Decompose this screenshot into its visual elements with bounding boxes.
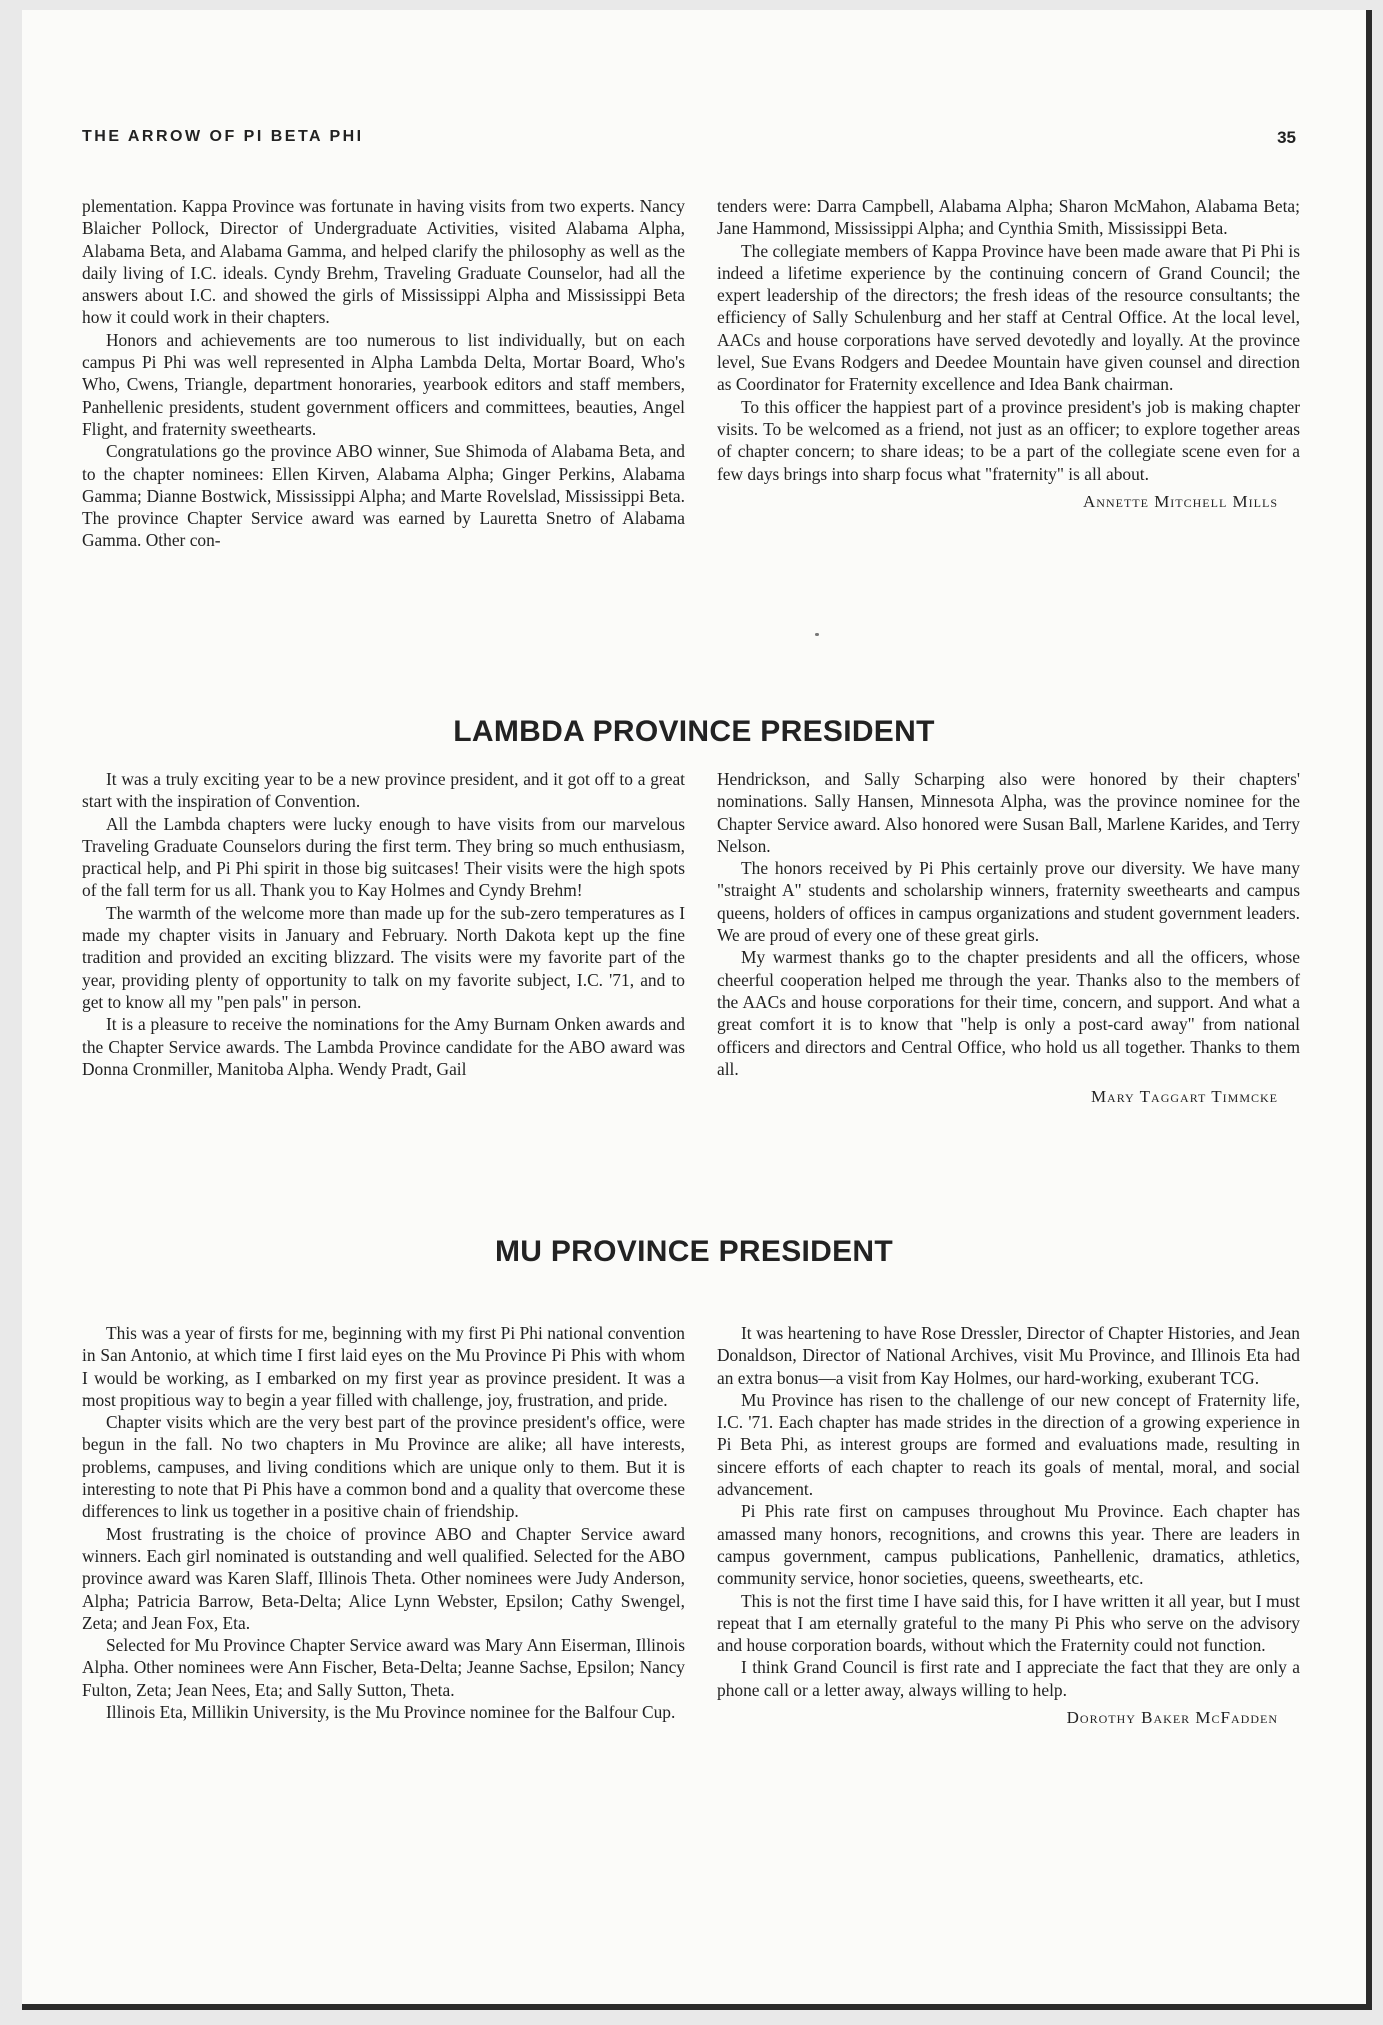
paragraph: Selected for Mu Province Chapter Service award was Mary Ann Eiserman, Illinois Alpha. Other nominees were Ann Fischer, Beta-Delta; Jeanne Sachse, Epsilon; Nancy Fulton, Zeta; Jean Nees, Eta; and Sally Sutton, Theta. [82,1635,685,1700]
mu-section-title: MU PROVINCE PRESIDENT [494,1235,893,1268]
journal-title: THE ARROW OF PI BETA PHI [82,128,364,145]
paragraph: Congratulations go the province ABO winner, Sue Shimoda of Alabama Beta, and to the chapter nominees: Ellen Kirven, Alabama Alpha; Ginger Perkins, Alabama Gamma; Dianne Bostwick, Mississippi Alpha; and Marte Rovelslad, Mississippi Beta. The province Chapter Service award was earned by Lauretta Snetro of Alabama Gamma. Other con- [82,441,685,551]
mu-signature: Dorothy Baker McFadden [1066,1708,1278,1728]
kappa-left-column [82,195,685,552]
paragraph: Illinois Eta, Millikin University, is the Mu Province nominee for the Balfour Cup. [106,1702,676,1723]
running-header [82,128,1306,152]
paragraph: This is not the first time I have said this, for I have written it all year, but I must repeat that I am eternally grateful to the many Pi Phis who serve on the advisory and house corporation boards, without which the Fraternity could not function. [717,1590,1300,1656]
paragraph: Pi Phis rate first on campuses throughout Mu Province. Each chapter has amassed many honors, recognitions, and crowns this year. There are leaders in campus government, campus publications, Panhellenic, dramatics, athletics, community service, honor societies, queens, sweethearts, etc. [717,1501,1300,1589]
paragraph: The collegiate members of Kappa Province have been made aware that Pi Phi is indeed a lifetime experience by the continuing concern of Grand Council; the expert leadership of the directors; the fresh ideas of the resource consultants; the efficiency of Sally Schulenburg and her staff at Central Office. At the local level, AACs and house corporations have served devotedly and loyally. At the province level, Sue Evans Rodgers and Deedee Mountain have given counsel and direction as Coordinator for Fraternity excellence and Idea Bank chairman. [717,240,1300,395]
paragraph: Honors and achievements are too numerous to list individually, but on each campus Pi Phi was well represented in Alpha Lambda Delta, Mortar Board, Who's Who, Cwens, Triangle, department honoraries, yearbook editors and staff members, Panhellenic presidents, student government officers and committees, beauties, Angel Flight, and fraternity sweethearts. [82,329,685,439]
paragraph: This was a year of firsts for me, beginning with my first Pi Phi national convention in San Antonio, at which time I first laid eyes on the Mu Province Pi Phis with whom I would be working, as I embarked on my first year as province president. It was a most propitious way to begin a year filled with challenge, joy, frustration, and pride. [82,1323,685,1410]
paragraph: Hendrickson, and Sally Scharping also were honored by their chapters' nominations. Sally Hansen, Minnesota Alpha, was the province nominee for the Chapter Service award. Also honored were Susan Ball, Marlene Karides, and Terry Nelson. [717,769,1300,856]
paragraph: tenders were: Darra Campbell, Alabama Alpha; Sharon McMahon, Alabama Beta; Jane Hammond, Mississippi Alpha; and Cynthia Smith, Mississippi Beta. [717,196,1300,239]
page [22,10,1372,2010]
kappa-signature: Annette Mitchell Mills [1083,491,1278,511]
paragraph: The honors received by Pi Phis certainly prove our diversity. We have many "straight A" students and scholarship winners, fraternity sweethearts and campus queens, holders of offices in campus organizations and student government leaders. We are proud of every one of these great girls. [717,858,1300,946]
paragraph: I think Grand Council is first rate and I appreciate the fact that they are only a phone call or a letter away, always willing to help. [717,1657,1300,1700]
paragraph: It was heartening to have Rose Dressler, Director of Chapter Histories, and Jean Donaldson, Director of National Archives, visit Mu Province, and Illinois Eta had an extra bonus—a visit from Kay Holmes, our hard-working, exuberant TCG. [717,1323,1300,1388]
lambda-left-column [82,768,685,1080]
mu-left-column [82,1322,685,1723]
scan-speck [815,633,819,636]
paragraph: plementation. Kappa Province was fortunate in having visits from two experts. Nancy Blaicher Pollock, Director of Undergraduate Activities, visited Alabama Alpha, Alabama Beta, and Alabama Gamma, and helped clarify the philosophy as well as the daily living of I.C. ideals. Cyndy Brehm, Traveling Graduate Counselor, had all the answers about I.C. and showed the girls of Mississippi Alpha and Mississippi Beta how it could work in their chapters. [82,196,685,328]
paragraph: All the Lambda chapters were lucky enough to have visits from our marvelous Traveling Graduate Counselors during the first term. They bring so much enthusiasm, practical help, and Pi Phi spirit in those big suitcases! Their visits were the high spots of the fall term for us all. Thank you to Kay Holmes and Cyndy Brehm! [82,813,685,901]
paragraph: Most frustrating is the choice of province ABO and Chapter Service award winners. Each girl nominated is outstanding and well qualified. Selected for the ABO province award was Karen Slaff, Illinois Theta. Other nominees were Judy Anderson, Alpha; Patricia Barrow, Beta-Delta; Alice Lynn Webster, Epsilon; Cathy Swengel, Zeta; and Jean Fox, Eta. [82,1523,685,1633]
lambda-signature: Mary Taggart Timmcke [1090,1087,1278,1107]
page-number: 35 [1277,128,1296,147]
paragraph: The warmth of the welcome more than made up for the sub-zero temperatures as I made my chapter visits in January and February. North Dakota kept up the fine tradition and provided an exciting blizzard. The visits were my favorite part of the year, providing plenty of opportunity to talk on my favorite subject, I.C. '71, and to get to know all my "pen pals" in person. [82,902,685,1012]
kappa-right-column [717,195,1300,513]
paragraph: Chapter visits which are the very best part of the province president's office, were begun in the fall. No two chapters in Mu Province are alike; all have interests, problems, campuses, and living conditions which are unique only to them. But it is interesting to note that Pi Phis have a common bond and a quality that overcome these differences to link us together in a positive chain of friendship. [82,1412,685,1522]
mu-right-column [717,1322,1300,1729]
paragraph: To this officer the happiest part of a province president's job is making chapter visits. To be welcomed as a friend, not just as an officer; to explore together areas of chapter concern; to share ideas; to be a part of the collegiate scene even for a few days brings into sharp focus what "fraternity" is all about. [717,396,1300,484]
paragraph: My warmest thanks go to the chapter presidents and all the officers, whose cheerful cooperation helped me through the year. Thanks also to the members of the AACs and house corporations for their time, concern, and support. And what a great comfort it is to know that "help is only a post-card away" from national officers and directors and Central Office, who hold us all together. Thanks to them all. [717,947,1300,1079]
paragraph: It was a truly exciting year to be a new province president, and it got off to a great start with the inspiration of Convention. [82,769,685,812]
lambda-section-title: LAMBDA PROVINCE PRESIDENT [453,715,935,748]
lambda-right-column [717,768,1300,1108]
paragraph: Mu Province has risen to the challenge of our new concept of Fraternity life, I.C. '71. Each chapter has made strides in the direction of a growing experience in Pi Beta Phi, as interest groups are formed and evaluations made, resulting in sincere efforts of each chapter to reach its goals of mental, moral, and social advancement. [717,1389,1300,1500]
paragraph: It is a pleasure to receive the nominations for the Amy Burnam Onken awards and the Chapter Service awards. The Lambda Province candidate for the ABO award was Donna Cronmiller, Manitoba Alpha. Wendy Pradt, Gail [82,1014,685,1079]
